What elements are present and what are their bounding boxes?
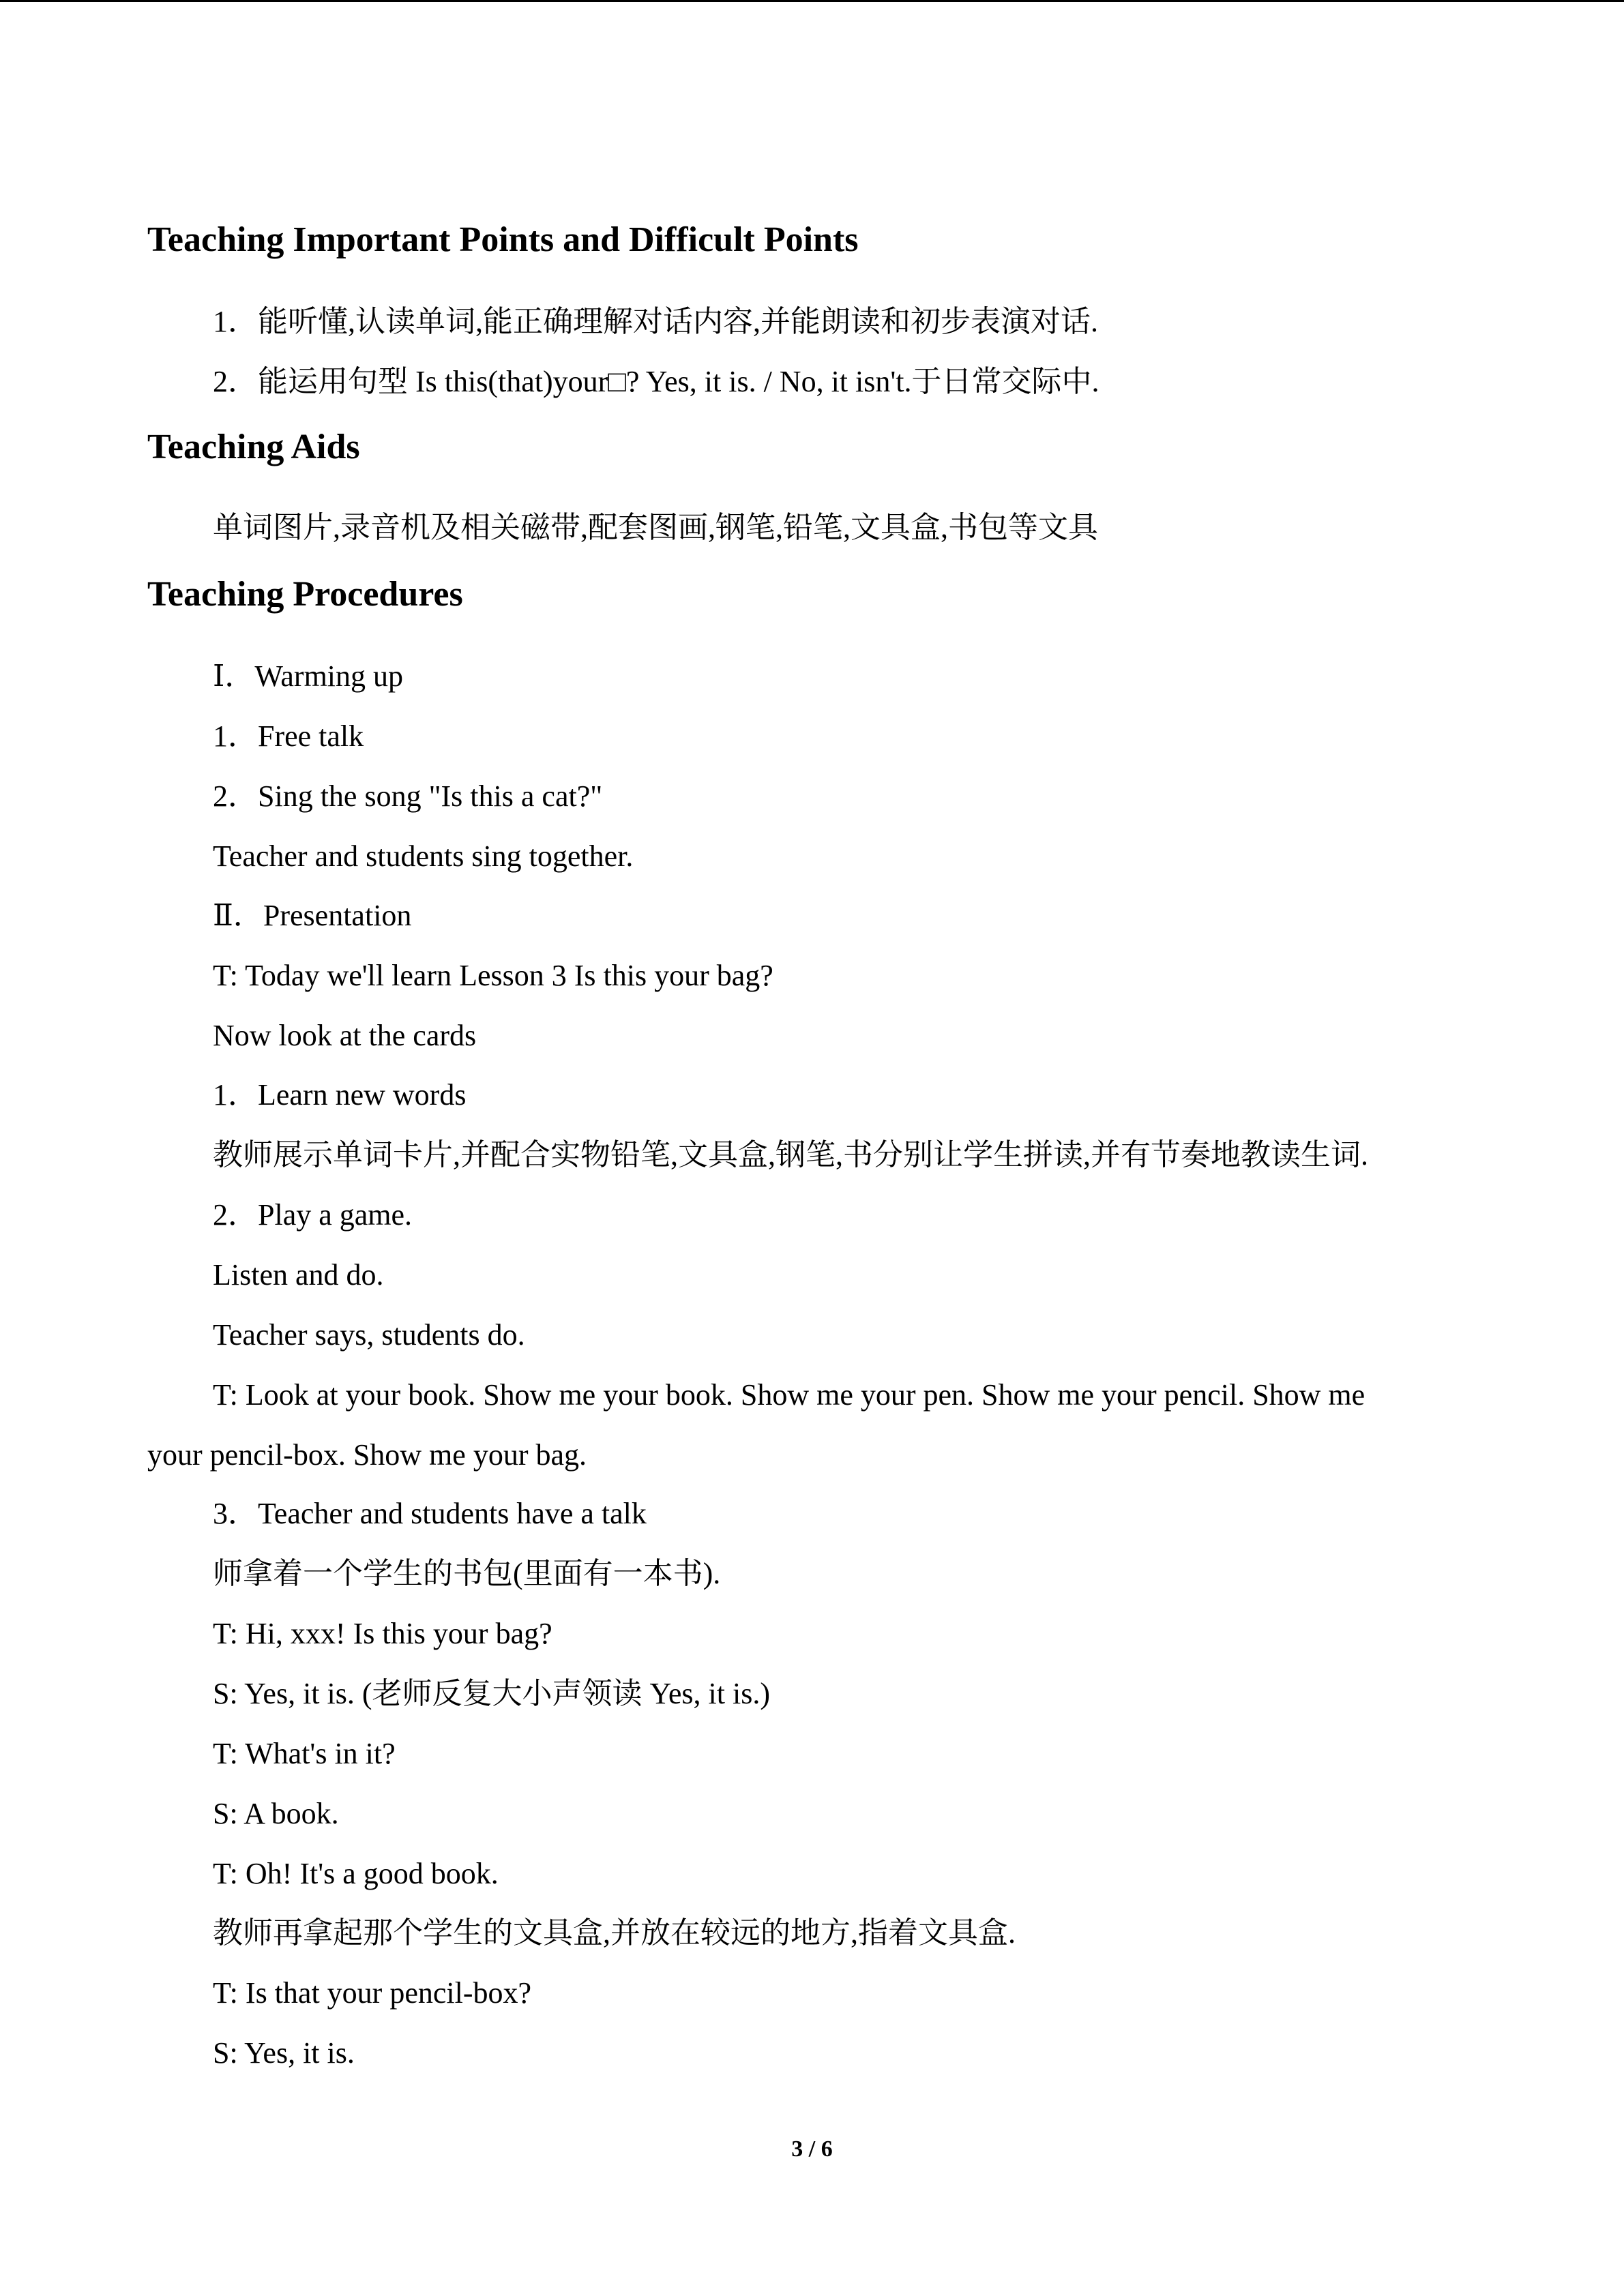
procedure-line: Listen and do. <box>213 1258 384 1292</box>
procedure-line: Teacher and students sing together. <box>213 839 634 873</box>
procedure-line: Teacher says, students do. <box>213 1318 525 1352</box>
procedure-line: 教师再拿起那个学生的文具盒,并放在较远的地方,指着文具盒. <box>213 1916 1016 1950</box>
procedure-line: Now look at the cards <box>213 1019 477 1052</box>
procedure-line: Ⅱ．Presentation <box>213 899 412 932</box>
procedure-line-continued: your pencil-box. Show me your bag. <box>147 1438 587 1472</box>
page-number: 3 / 6 <box>791 2136 833 2162</box>
procedure-line: 2．Play a game. <box>213 1198 413 1232</box>
procedure-line: S: A book. <box>213 1797 339 1830</box>
procedure-line: Ⅰ．Warming up <box>213 659 404 693</box>
heading-important-points: Teaching Important Points and Difficult Points <box>147 220 859 259</box>
procedure-line: T: What's in it? <box>213 1737 396 1770</box>
procedure-line: T: Oh! It's a good book. <box>213 1857 499 1890</box>
important-point-1: 1．能听懂,认读单词,能正确理解对话内容,并能朗读和初步表演对话. <box>213 305 1098 338</box>
procedure-line: 师拿着一个学生的书包(里面有一本书). <box>213 1557 721 1590</box>
procedure-line: T: Hi, xxx! Is this your bag? <box>213 1617 552 1650</box>
procedure-line: T: Is that your pencil-box? <box>213 1976 532 2010</box>
important-point-2: 2．能运用句型 Is this(that)your□? Yes, it is. / No, it isn't.于日常交际中. <box>213 365 1099 398</box>
heading-teaching-aids: Teaching Aids <box>147 428 360 466</box>
procedure-line: 教师展示单词卡片,并配合实物铅笔,文具盒,钢笔,书分别让学生拼读,并有节奏地教读生词. <box>213 1138 1368 1172</box>
procedure-line: 2．Sing the song "Is this a cat?" <box>213 779 603 813</box>
procedure-line: S: Yes, it is. (老师反复大小声领读 Yes, it is.) <box>213 1677 771 1710</box>
procedure-line: T: Look at your book. Show me your book. Show me your pen. Show me your pencil. Show me <box>213 1378 1365 1412</box>
procedure-line: S: Yes, it is. <box>213 2036 355 2070</box>
procedure-line: 1．Free talk <box>213 719 364 753</box>
procedure-line: 3．Teacher and students have a talk <box>213 1497 647 1530</box>
procedure-line: 1．Learn new words <box>213 1078 467 1112</box>
procedure-line: T: Today we'll learn Lesson 3 Is this your bag? <box>213 959 773 992</box>
heading-teaching-procedures: Teaching Procedures <box>147 575 463 614</box>
teaching-aids-text: 单词图片,录音机及相关磁带,配套图画,钢笔,铅笔,文具盒,书包等文具 <box>213 511 1098 544</box>
